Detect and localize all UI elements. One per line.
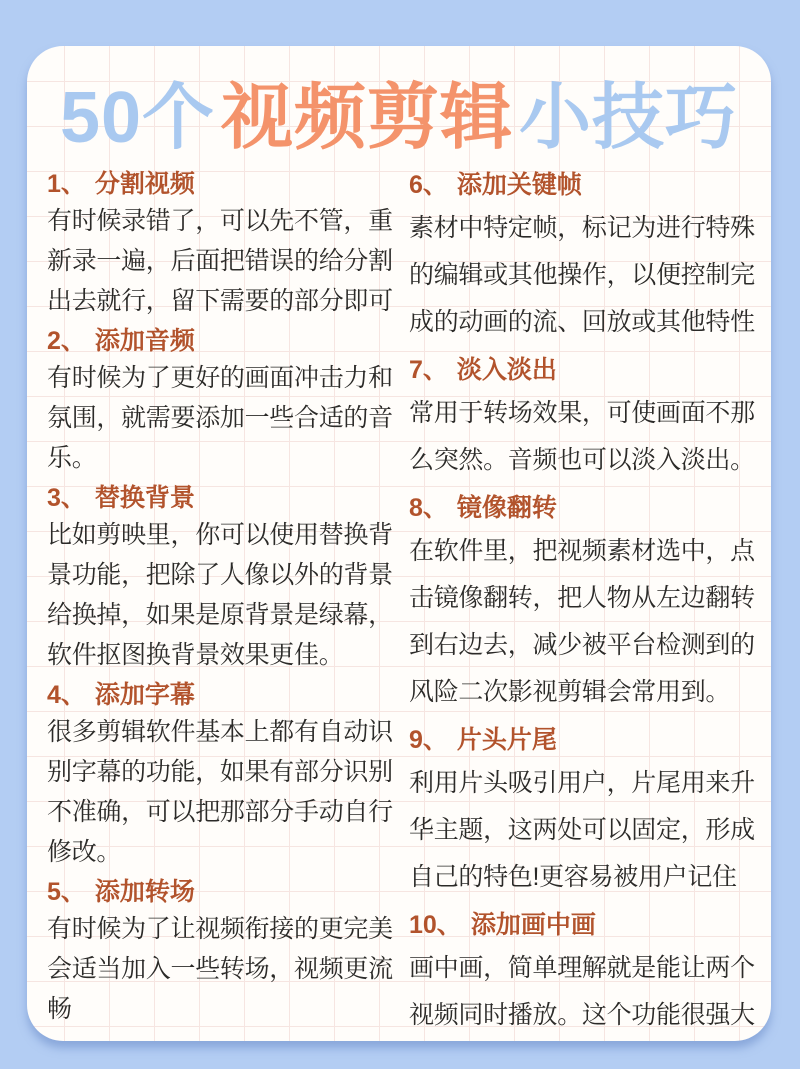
tip-2-heading bbox=[47, 327, 395, 355]
tip-3-title: 替换背景 bbox=[94, 484, 195, 512]
tip-4-title: 添加字幕 bbox=[94, 681, 195, 709]
column-right bbox=[409, 165, 757, 1039]
tip-1-title: 分割视频 bbox=[94, 170, 195, 198]
tip-5-title: 添加转场 bbox=[94, 878, 195, 906]
tip-7-title: 淡入淡出 bbox=[456, 356, 557, 384]
tip-6-heading bbox=[409, 170, 757, 200]
poster-title bbox=[27, 59, 771, 163]
tip-10-title: 添加画中画 bbox=[470, 911, 596, 939]
tip-8-heading bbox=[409, 493, 757, 523]
tip-6-title: 添加关键帧 bbox=[456, 171, 582, 199]
tip-3 bbox=[47, 484, 395, 675]
tip-10-heading bbox=[409, 910, 757, 940]
tip-5-number: 5、 bbox=[47, 878, 86, 906]
tip-3-heading bbox=[47, 484, 395, 512]
tip-5 bbox=[47, 878, 395, 1029]
tip-5-body: 有时候为了让视频衔接的更完美会适当加入一些转场，视频更流畅 bbox=[47, 915, 393, 1023]
tip-9-title: 片头片尾 bbox=[456, 726, 557, 754]
tip-9-number: 9、 bbox=[409, 726, 448, 754]
column-left bbox=[47, 165, 395, 1039]
tip-8 bbox=[409, 493, 757, 716]
tip-4-body: 很多剪辑软件基本上都有自动识别字幕的功能，如果有部分识别不准确，可以把那部分手动自行修改。 bbox=[47, 718, 393, 866]
tip-2-title: 添加音频 bbox=[94, 327, 195, 355]
tip-7-body: 常用于转场效果，可使画面不那么突然。音频也可以淡入淡出。 bbox=[409, 399, 755, 474]
tip-8-body: 在软件里，把视频素材选中，点击镜像翻转，把人物从左边翻转到右边去，减少被平台检测到的风险二次影视剪辑会常用到。 bbox=[409, 537, 755, 706]
tip-1-heading bbox=[47, 170, 395, 198]
tip-6-number: 6、 bbox=[409, 171, 448, 199]
tip-3-body: 比如剪映里，你可以使用替换背景功能，把除了人像以外的背景给换掉，如果是原背景是绿幕，软件抠图换背景效果更佳。 bbox=[47, 521, 393, 669]
tip-3-number: 3、 bbox=[47, 484, 86, 512]
tip-9-heading bbox=[409, 725, 757, 755]
tip-1 bbox=[47, 170, 395, 321]
tip-9 bbox=[409, 725, 757, 901]
tip-10-body: 画中画，简单理解就是能让两个视频同时播放。这个功能很强大 bbox=[409, 954, 755, 1029]
tip-7-heading bbox=[409, 355, 757, 385]
tip-4 bbox=[47, 681, 395, 872]
tip-7 bbox=[409, 355, 757, 484]
tip-4-number: 4、 bbox=[47, 681, 86, 709]
tip-6 bbox=[409, 170, 757, 346]
tip-7-number: 7、 bbox=[409, 356, 448, 384]
tip-2 bbox=[47, 327, 395, 478]
tip-6-body: 素材中特定帧，标记为进行特殊的编辑或其他操作，以便控制完成的动画的流、回放或其他特性 bbox=[409, 214, 755, 336]
tip-1-body: 有时候录错了，可以先不管，重新录一遍，后面把错误的给分割出去就行，留下需要的部分即可 bbox=[47, 207, 393, 315]
title-part-count: 50个 50个 bbox=[57, 59, 218, 163]
title-part-suffix: 小技巧 小技巧 bbox=[516, 59, 741, 163]
tip-10-number: 10、 bbox=[409, 911, 462, 939]
tip-2-number: 2、 bbox=[47, 327, 86, 355]
tip-4-heading bbox=[47, 681, 395, 709]
tip-1-number: 1、 bbox=[47, 170, 86, 198]
tip-10 bbox=[409, 910, 757, 1039]
tips-card bbox=[27, 46, 771, 1041]
tip-9-body: 利用片头吸引用户，片尾用来升华主题，这两处可以固定，形成自己的特色!更容易被用户记住 bbox=[409, 769, 755, 891]
tip-8-title: 镜像翻转 bbox=[456, 494, 557, 522]
tip-5-heading bbox=[47, 878, 395, 906]
tips-columns bbox=[27, 165, 771, 1039]
tip-2-body: 有时候为了更好的画面冲击力和氛围，就需要添加一些合适的音乐。 bbox=[47, 364, 393, 472]
tip-8-number: 8、 bbox=[409, 494, 448, 522]
title-part-topic: 视频剪辑 视频剪辑 bbox=[218, 59, 516, 163]
